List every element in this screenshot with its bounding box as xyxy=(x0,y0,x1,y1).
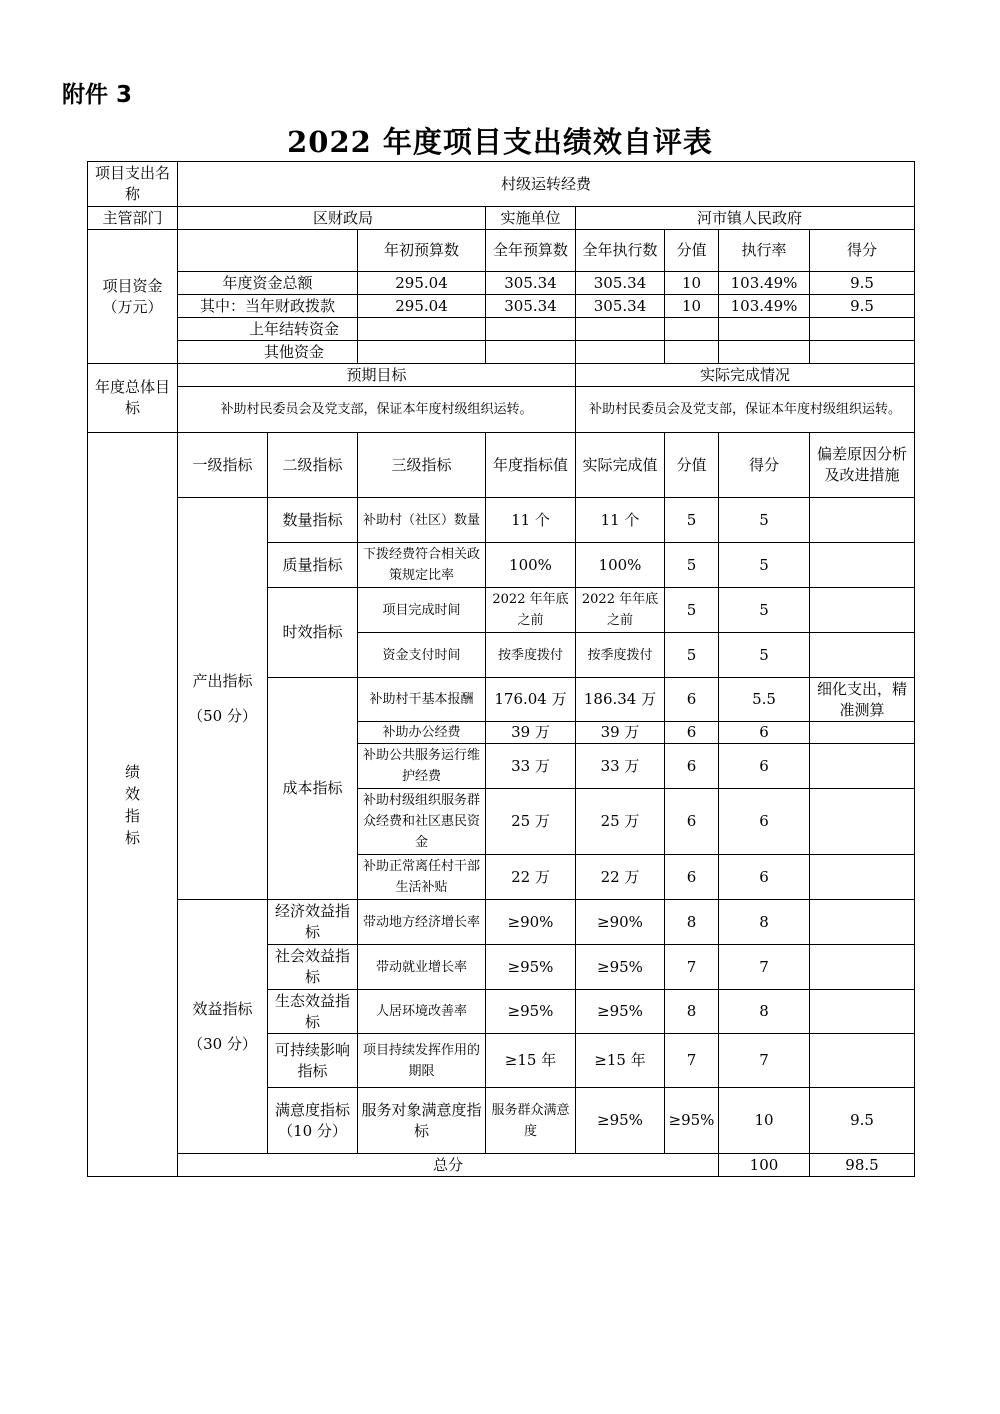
target-cell: ≥15 年 xyxy=(486,1034,576,1088)
score-cell: 7 xyxy=(719,945,810,990)
target-cell: ≥95% xyxy=(576,1088,665,1154)
l3-cell: 人居环境改善率 xyxy=(358,990,486,1034)
funds-cell: 295.04 xyxy=(358,295,486,318)
l2-quantity: 数量指标 xyxy=(268,498,358,543)
l3-cell: 补助村（社区）数量 xyxy=(358,498,486,543)
l3-cell: 带动就业增长率 xyxy=(358,945,486,990)
score-cell: 8 xyxy=(719,900,810,945)
points-cell: 6 xyxy=(665,855,719,900)
funds-header-cell: 分值 xyxy=(665,230,719,272)
funds-header-cell: 全年执行数 xyxy=(576,230,665,272)
score-cell: 8 xyxy=(719,990,810,1034)
funds-cell: 305.34 xyxy=(576,272,665,295)
target-cell: 25 万 xyxy=(486,789,576,855)
funds-cell xyxy=(486,318,576,341)
funds-row-name: 其他资金 xyxy=(178,341,358,364)
project-name-label: 项目支出名称 xyxy=(88,162,178,207)
l2-economic: 经济效益指标 xyxy=(268,900,358,945)
perf-header-cell: 年度指标值 xyxy=(486,433,576,498)
note-cell xyxy=(810,1034,915,1088)
funds-header-cell: 执行率 xyxy=(719,230,810,272)
funds-cell: 305.34 xyxy=(486,295,576,318)
perf-header-cell: 实际完成值 xyxy=(576,433,665,498)
satisfaction-indicator: 满意度指标 （10 分） xyxy=(268,1088,358,1154)
l2-cost: 成本指标 xyxy=(268,678,358,900)
actual-cell: 按季度拨付 xyxy=(576,633,665,678)
points-cell: 7 xyxy=(665,945,719,990)
note-cell xyxy=(810,990,915,1034)
l2-sustain: 可持续影响指标 xyxy=(268,1034,358,1088)
perf-header-cell: 分值 xyxy=(665,433,719,498)
funds-cell xyxy=(719,318,810,341)
target-cell: ≥95% xyxy=(486,990,576,1034)
actual-cell: 11 个 xyxy=(576,498,665,543)
funds-cell: 103.49% xyxy=(719,272,810,295)
target-cell: ≥90% xyxy=(486,900,576,945)
score-cell: 5.5 xyxy=(719,678,810,722)
funds-row-name: 上年结转资金 xyxy=(178,318,358,341)
actual-cell: ≥95% xyxy=(576,945,665,990)
score-cell: 6 xyxy=(719,789,810,855)
attachment-label: 附件 3 xyxy=(62,82,133,108)
l2-quality: 质量指标 xyxy=(268,543,358,588)
points-cell: 8 xyxy=(665,900,719,945)
note-cell xyxy=(810,722,915,744)
funds-cell xyxy=(576,341,665,364)
score-cell: 5 xyxy=(719,588,810,633)
total-points: 100 xyxy=(719,1154,810,1177)
l3-cell: 下拨经费符合相关政策规定比率 xyxy=(358,543,486,588)
perf-label: 绩效指标 xyxy=(88,433,178,1177)
funds-cell: 305.34 xyxy=(576,295,665,318)
score-cell: 5 xyxy=(719,498,810,543)
target-cell: 33 万 xyxy=(486,744,576,789)
target-cell: ≥95% xyxy=(486,945,576,990)
actual-cell: 100% xyxy=(576,543,665,588)
points-cell: 5 xyxy=(665,588,719,633)
goal-actual-label: 实际完成情况 xyxy=(576,364,915,387)
note-cell xyxy=(810,789,915,855)
funds-cell xyxy=(486,341,576,364)
l3-cell: 服务群众满意度 xyxy=(486,1088,576,1154)
perf-header-cell: 三级指标 xyxy=(358,433,486,498)
note-cell xyxy=(810,744,915,789)
funds-cell xyxy=(810,341,915,364)
perf-header-cell: 偏差原因分析及改进措施 xyxy=(810,433,915,498)
actual-cell: 186.34 万 xyxy=(576,678,665,722)
funds-cell: 103.49% xyxy=(719,295,810,318)
target-cell: 2022 年年底之前 xyxy=(486,588,576,633)
target-cell: 11 个 xyxy=(486,498,576,543)
perf-header-cell: 得分 xyxy=(719,433,810,498)
funds-header-blank xyxy=(178,230,358,272)
points-cell: 8 xyxy=(665,990,719,1034)
funds-cell: 10 xyxy=(665,272,719,295)
points-cell: 5 xyxy=(665,543,719,588)
l2-time: 时效指标 xyxy=(268,588,358,678)
impl-unit-value: 河市镇人民政府 xyxy=(576,207,915,230)
funds-cell xyxy=(576,318,665,341)
goal-expected-text: 补助村民委员会及党支部，保证本年度村级组织运转。 xyxy=(178,387,576,433)
output-indicator: 产出指标 （50 分） xyxy=(178,498,268,900)
score-cell: 5 xyxy=(719,633,810,678)
performance-table xyxy=(87,161,915,1177)
dept-label: 主管部门 xyxy=(88,207,178,230)
l3-cell: 补助正常离任村干部生活补贴 xyxy=(358,855,486,900)
actual-cell: ≥95% xyxy=(665,1088,719,1154)
funds-cell xyxy=(358,318,486,341)
actual-cell: 2022 年年底之前 xyxy=(576,588,665,633)
actual-cell: ≥90% xyxy=(576,900,665,945)
note-cell: 细化支出，精准测算 xyxy=(810,678,915,722)
l3-cell: 补助公共服务运行维护经费 xyxy=(358,744,486,789)
note-cell xyxy=(810,498,915,543)
note-cell xyxy=(810,945,915,990)
target-cell: 22 万 xyxy=(486,855,576,900)
total-label: 总分 xyxy=(178,1154,719,1177)
project-name-value: 村级运转经费 xyxy=(178,162,915,207)
actual-cell: ≥15 年 xyxy=(576,1034,665,1088)
l2-eco: 生态效益指标 xyxy=(268,990,358,1034)
funds-row-name: 其中：当年财政拨款 xyxy=(178,295,358,318)
actual-cell: 39 万 xyxy=(576,722,665,744)
score-cell: 6 xyxy=(719,855,810,900)
funds-header-cell: 得分 xyxy=(810,230,915,272)
funds-cell: 305.34 xyxy=(486,272,576,295)
points-cell: 7 xyxy=(665,1034,719,1088)
score-cell: 6 xyxy=(719,744,810,789)
actual-cell: 33 万 xyxy=(576,744,665,789)
points-cell: 6 xyxy=(665,744,719,789)
note-cell xyxy=(810,588,915,633)
funds-cell xyxy=(719,341,810,364)
funds-cell xyxy=(358,341,486,364)
note-cell xyxy=(810,855,915,900)
l3-cell: 补助村干基本报酬 xyxy=(358,678,486,722)
target-cell: 按季度拨付 xyxy=(486,633,576,678)
funds-label: 项目资金（万元） xyxy=(88,230,178,364)
points-cell: 5 xyxy=(665,498,719,543)
funds-cell xyxy=(665,341,719,364)
points-cell: 5 xyxy=(665,633,719,678)
funds-cell: 10 xyxy=(665,295,719,318)
l3-cell: 项目完成时间 xyxy=(358,588,486,633)
impl-unit-label: 实施单位 xyxy=(486,207,576,230)
funds-row-name: 年度资金总额 xyxy=(178,272,358,295)
note-cell xyxy=(810,543,915,588)
l2-social: 社会效益指标 xyxy=(268,945,358,990)
l3-cell: 带动地方经济增长率 xyxy=(358,900,486,945)
points-cell: 6 xyxy=(665,789,719,855)
goal-expected-label: 预期目标 xyxy=(178,364,576,387)
funds-header-cell: 全年预算数 xyxy=(486,230,576,272)
target-cell: 176.04 万 xyxy=(486,678,576,722)
actual-cell: ≥95% xyxy=(576,990,665,1034)
actual-cell: 25 万 xyxy=(576,789,665,855)
score-cell: 9.5 xyxy=(810,1088,915,1154)
actual-cell: 22 万 xyxy=(576,855,665,900)
l3-cell: 资金支付时间 xyxy=(358,633,486,678)
funds-cell xyxy=(665,318,719,341)
l3-cell: 补助办公经费 xyxy=(358,722,486,744)
goal-label: 年度总体目标 xyxy=(88,364,178,433)
funds-cell xyxy=(810,318,915,341)
l3-cell: 项目持续发挥作用的期限 xyxy=(358,1034,486,1088)
dept-value: 区财政局 xyxy=(178,207,486,230)
score-cell: 5 xyxy=(719,543,810,588)
funds-header-cell: 年初预算数 xyxy=(358,230,486,272)
goal-actual-text: 补助村民委员会及党支部，保证本年度村级组织运转。 xyxy=(576,387,915,433)
l3-cell: 补助村级组织服务群众经费和社区惠民资金 xyxy=(358,789,486,855)
points-cell: 6 xyxy=(665,678,719,722)
score-cell: 6 xyxy=(719,722,810,744)
perf-header-cell: 一级指标 xyxy=(178,433,268,498)
target-cell: 39 万 xyxy=(486,722,576,744)
target-cell: 100% xyxy=(486,543,576,588)
page-title: 2022 年度项目支出绩效自评表 xyxy=(287,125,713,159)
points-cell: 6 xyxy=(665,722,719,744)
score-cell: 7 xyxy=(719,1034,810,1088)
funds-cell: 9.5 xyxy=(810,272,915,295)
funds-cell: 9.5 xyxy=(810,295,915,318)
total-score: 98.5 xyxy=(810,1154,915,1177)
perf-header-cell: 二级指标 xyxy=(268,433,358,498)
note-cell xyxy=(810,900,915,945)
points-cell: 10 xyxy=(719,1088,810,1154)
note-cell xyxy=(810,633,915,678)
funds-cell: 295.04 xyxy=(358,272,486,295)
benefit-indicator: 效益指标 （30 分） xyxy=(178,900,268,1154)
l2-service: 服务对象满意度指标 xyxy=(358,1088,486,1154)
